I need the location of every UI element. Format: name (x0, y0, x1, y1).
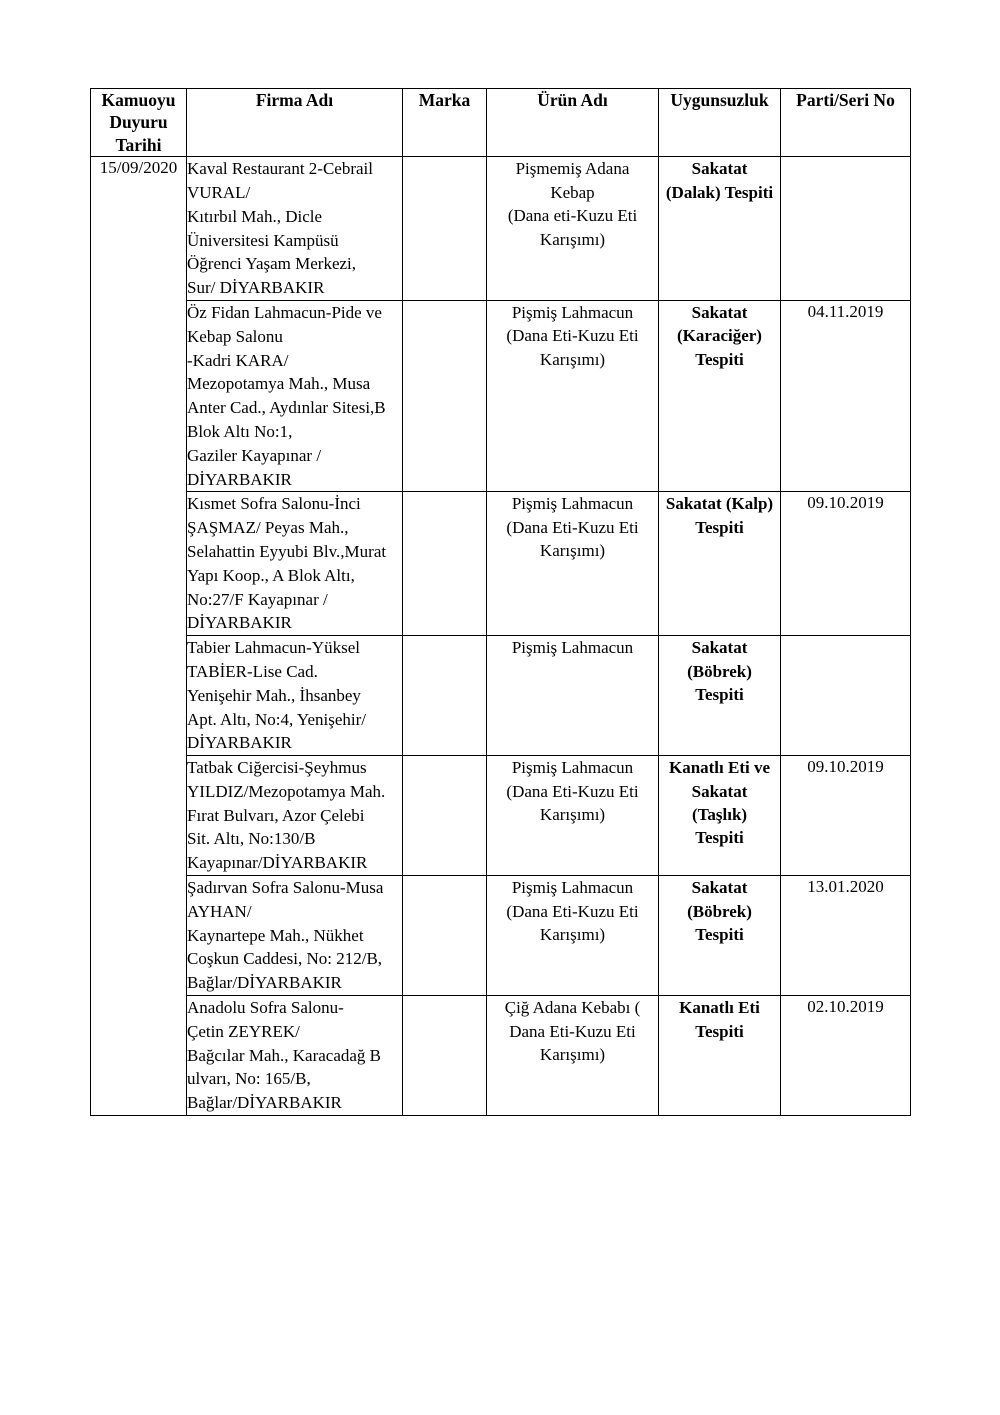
table-body (91, 157, 911, 1116)
cell-brand (403, 636, 487, 756)
cell-firm-name: Anadolu Sofra Salonu- Çetin ZEYREK/ Bağcılar Mah., Karacadağ B ulvarı, No: 165/B, Bağlar/DİYARBAKIR (187, 996, 403, 1116)
cell-lot-serial-no: 09.10.2019 (781, 756, 911, 876)
cell-product-name: Pişmiş Lahmacun (487, 636, 659, 756)
cell-brand (403, 996, 487, 1116)
cell-lot-serial-no (781, 636, 911, 756)
header-noncompliance: Uygunsuzluk (659, 89, 781, 157)
cell-product-name: Pişmemiş Adana Kebap (Dana eti-Kuzu Eti Karışımı) (487, 157, 659, 301)
header-firm-name: Firma Adı (187, 89, 403, 157)
cell-noncompliance: Kanatlı Eti Tespiti (659, 996, 781, 1116)
cell-announcement-date: 15/09/2020 (91, 157, 187, 1116)
cell-product-name: Çiğ Adana Kebabı ( Dana Eti-Kuzu Eti Karışımı) (487, 996, 659, 1116)
cell-firm-name: Kısmet Sofra Salonu-İnci ŞAŞMAZ/ Peyas Mah., Selahattin Eyyubi Blv.,Murat Yapı Koop., A Blok Altı, No:27/F Kayapınar / DİYARBAKIR (187, 492, 403, 636)
cell-noncompliance: Sakatat (Böbrek) Tespiti (659, 876, 781, 996)
cell-brand (403, 157, 487, 301)
table-row (91, 300, 911, 491)
food-noncompliance-table (90, 88, 911, 1116)
cell-lot-serial-no: 09.10.2019 (781, 492, 911, 636)
cell-firm-name: Kaval Restaurant 2-Cebrail VURAL/ Kıtırbıl Mah., Dicle Üniversitesi Kampüsü Öğrenci Yaşam Merkezi, Sur/ DİYARBAKIR (187, 157, 403, 301)
cell-brand (403, 876, 487, 996)
cell-firm-name: Tatbak Ciğercisi-Şeyhmus YILDIZ/Mezopotamya Mah. Fırat Bulvarı, Azor Çelebi Sit. Altı, No:130/B Kayapınar/DİYARBAKIR (187, 756, 403, 876)
header-product-name: Ürün Adı (487, 89, 659, 157)
table-row (91, 636, 911, 756)
header-announcement-date: Kamuoyu Duyuru Tarihi (91, 89, 187, 157)
table-row (91, 157, 911, 301)
table-header (91, 89, 911, 157)
table-row (91, 876, 911, 996)
cell-lot-serial-no: 02.10.2019 (781, 996, 911, 1116)
cell-firm-name: Tabier Lahmacun-Yüksel TABİER-Lise Cad. Yenişehir Mah., İhsanbey Apt. Altı, No:4, Yenişehir/ DİYARBAKIR (187, 636, 403, 756)
header-brand: Marka (403, 89, 487, 157)
cell-brand (403, 300, 487, 491)
cell-product-name: Pişmiş Lahmacun (Dana Eti-Kuzu Eti Karışımı) (487, 756, 659, 876)
cell-firm-name: Şadırvan Sofra Salonu-Musa AYHAN/ Kaynartepe Mah., Nükhet Coşkun Caddesi, No: 212/B, Bağlar/DİYARBAKIR (187, 876, 403, 996)
cell-noncompliance: Kanatlı Eti ve Sakatat (Taşlık) Tespiti (659, 756, 781, 876)
cell-firm-name: Öz Fidan Lahmacun-Pide ve Kebap Salonu -Kadri KARA/ Mezopotamya Mah., Musa Anter Cad., Aydınlar Sitesi,B Blok Altı No:1, Gaziler Kayapınar / DİYARBAKIR (187, 300, 403, 491)
cell-product-name: Pişmiş Lahmacun (Dana Eti-Kuzu Eti Karışımı) (487, 300, 659, 491)
cell-lot-serial-no: 13.01.2020 (781, 876, 911, 996)
cell-lot-serial-no (781, 157, 911, 301)
cell-brand (403, 756, 487, 876)
cell-lot-serial-no: 04.11.2019 (781, 300, 911, 491)
cell-noncompliance: Sakatat (Böbrek) Tespiti (659, 636, 781, 756)
cell-noncompliance: Sakatat (Kalp) Tespiti (659, 492, 781, 636)
cell-brand (403, 492, 487, 636)
cell-noncompliance: Sakatat (Dalak) Tespiti (659, 157, 781, 301)
table-row (91, 492, 911, 636)
cell-product-name: Pişmiş Lahmacun (Dana Eti-Kuzu Eti Karışımı) (487, 492, 659, 636)
cell-product-name: Pişmiş Lahmacun (Dana Eti-Kuzu Eti Karışımı) (487, 876, 659, 996)
header-row (91, 89, 911, 157)
header-lot-serial-no: Parti/Seri No (781, 89, 911, 157)
cell-noncompliance: Sakatat (Karaciğer) Tespiti (659, 300, 781, 491)
table-row (91, 996, 911, 1116)
table-row (91, 756, 911, 876)
